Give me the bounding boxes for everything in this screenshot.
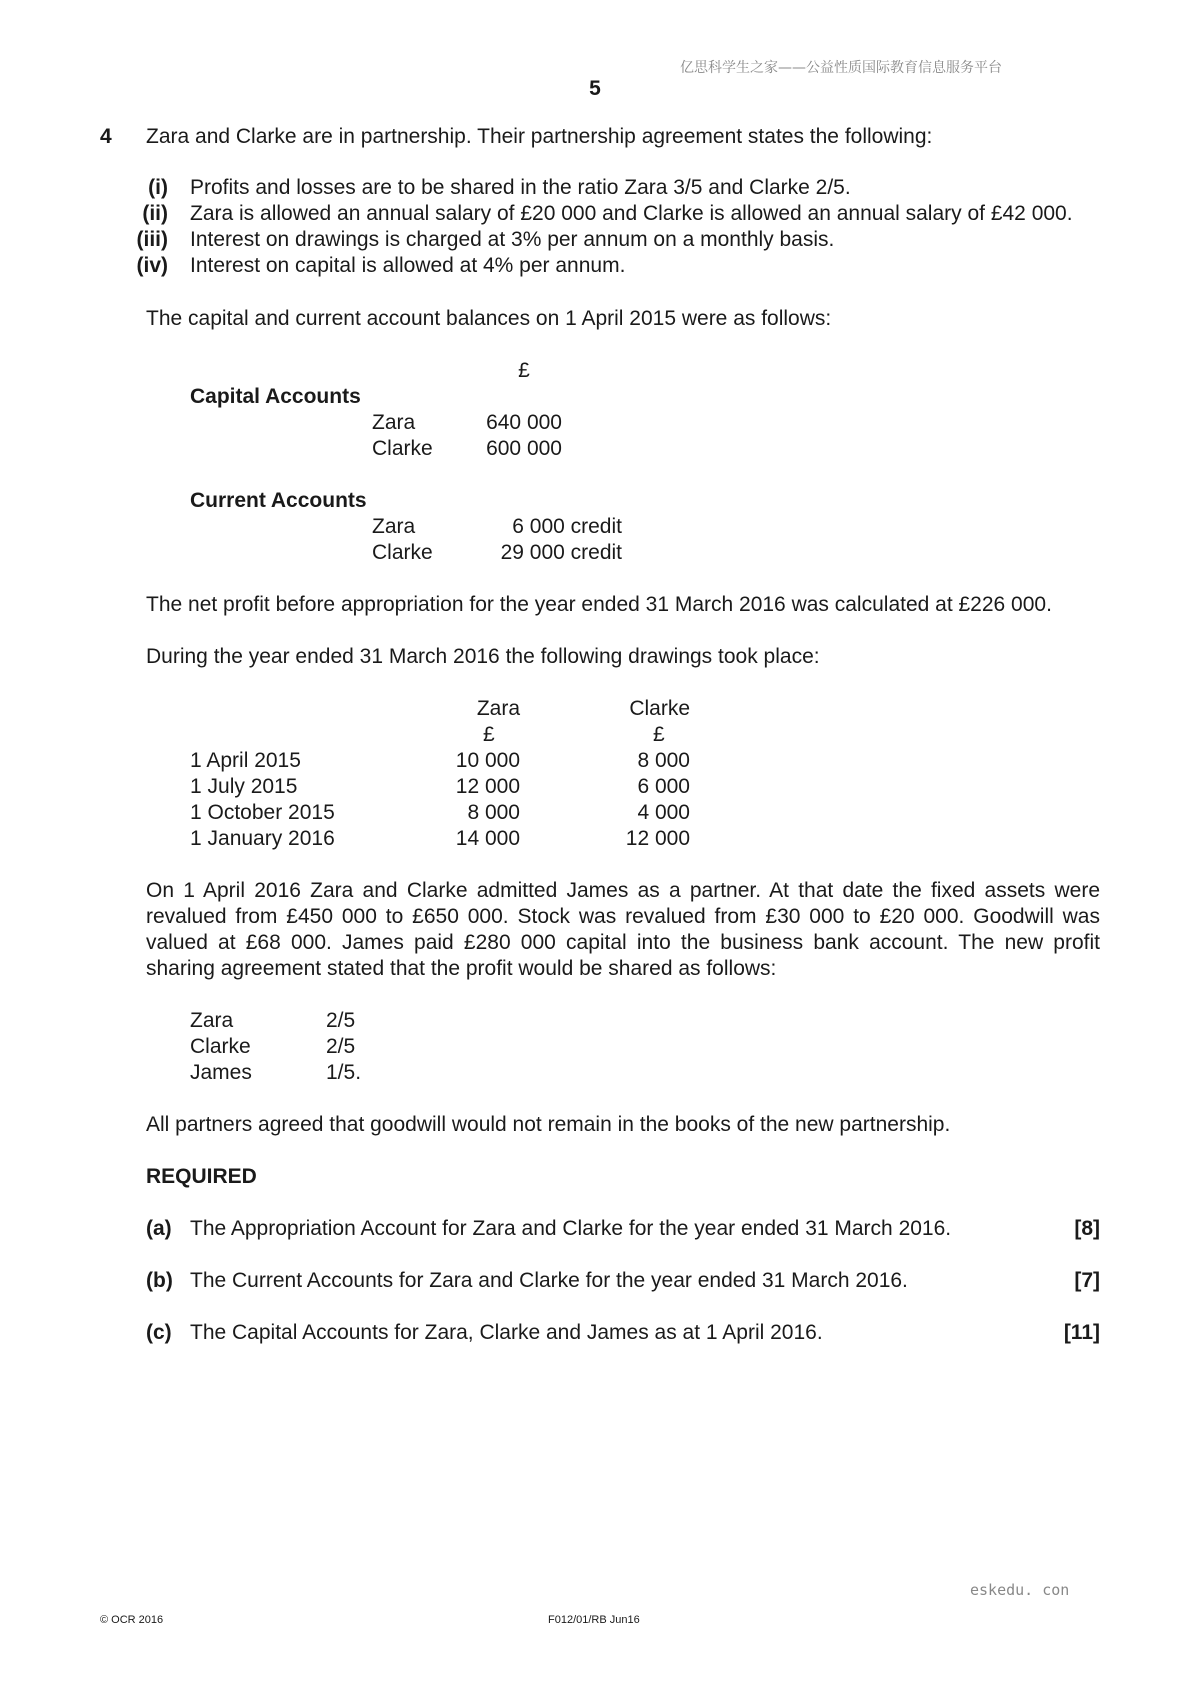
drawings-clarke: 8 000 — [637, 749, 690, 772]
ratio-value: 2/5 — [326, 1009, 356, 1032]
drawings-header-zara: Zara — [476, 697, 520, 720]
goodwill-text: All partners agreed that goodwill would not remain in the books of the new partnership. — [146, 1113, 951, 1136]
drawings-clarke: 6 000 — [637, 775, 690, 798]
ratio-name: Zara — [190, 1009, 234, 1032]
term-text: Profits and losses are to be shared in the ratio Zara 3/5 and Clarke 2/5. — [190, 176, 851, 199]
current-name: Zara — [372, 515, 416, 538]
admission-line: revalued from £450 000 to £650 000. Stock was revalued from £30 000 to £20 000. Goodwill was — [146, 905, 1100, 928]
page-number: 5 — [589, 77, 601, 100]
current-value: 29 000 credit — [500, 541, 622, 564]
drawings-unit-clarke: £ — [653, 723, 665, 746]
ratio-name: Clarke — [190, 1035, 251, 1058]
part-marks: [7] — [1074, 1269, 1100, 1292]
drawings-intro: During the year ended 31 March 2016 the following drawings took place: — [146, 645, 820, 668]
footer-code: F012/01/RB Jun16 — [548, 1614, 640, 1626]
current-accounts-heading: Current Accounts — [190, 489, 367, 512]
drawings-zara: 10 000 — [455, 749, 520, 772]
admission-line: valued at £68 000. James paid £280 000 capital into the business bank account. The new profit — [146, 931, 1100, 954]
drawings-clarke: 4 000 — [637, 801, 690, 824]
term-text: Zara is allowed an annual salary of £20 000 and Clarke is allowed an annual salary of £42 000. — [190, 202, 1073, 225]
part-label: (b) — [146, 1269, 173, 1292]
drawings-unit-zara: £ — [483, 723, 495, 746]
drawings-date: 1 October 2015 — [190, 801, 335, 824]
drawings-zara: 12 000 — [455, 775, 520, 798]
term-text: Interest on drawings is charged at 3% per annum on a monthly basis. — [190, 228, 835, 251]
term-text: Interest on capital is allowed at 4% per annum. — [190, 254, 626, 277]
drawings-zara: 8 000 — [467, 801, 520, 824]
required-heading: REQUIRED — [146, 1165, 257, 1188]
ratio-value: 2/5 — [326, 1035, 356, 1058]
current-value: 6 000 credit — [512, 515, 622, 538]
part-text: The Appropriation Account for Zara and Clarke for the year ended 31 March 2016. — [190, 1217, 952, 1240]
admission-line: On 1 April 2016 Zara and Clarke admitted James as a partner. At that date the fixed assets were — [146, 879, 1100, 902]
capital-value: 600 000 — [486, 437, 562, 460]
net-profit-text: The net profit before appropriation for the year ended 31 March 2016 was calculated at £226 000. — [146, 593, 1052, 616]
admission-paragraph — [146, 878, 1100, 982]
current-name: Clarke — [372, 541, 433, 564]
part-marks: [8] — [1074, 1217, 1100, 1240]
part-label: (c) — [146, 1321, 172, 1344]
drawings-clarke: 12 000 — [625, 827, 690, 850]
question-intro: Zara and Clarke are in partnership. Their partnership agreement states the following: — [146, 125, 933, 148]
admission-line: sharing agreement stated that the profit would be shared as follows: — [146, 957, 777, 980]
question-number: 4 — [100, 125, 112, 148]
drawings-date: 1 April 2015 — [190, 749, 301, 772]
part-text: The Capital Accounts for Zara, Clarke and James as at 1 April 2016. — [190, 1321, 823, 1344]
balances-intro: The capital and current account balances on 1 April 2015 were as follows: — [146, 307, 832, 330]
capital-name: Zara — [372, 411, 416, 434]
balances-currency: £ — [518, 359, 530, 382]
drawings-zara: 14 000 — [455, 827, 520, 850]
ratio-value: 1/5. — [326, 1061, 362, 1084]
capital-value: 640 000 — [486, 411, 562, 434]
header-watermark: 亿思科学生之家——公益性质国际教育信息服务平台 — [680, 60, 1002, 76]
term-label: (i) — [148, 176, 168, 199]
term-label: (iii) — [136, 228, 168, 251]
capital-name: Clarke — [372, 437, 433, 460]
part-marks: [11] — [1063, 1321, 1100, 1344]
term-label: (ii) — [142, 202, 168, 225]
drawings-date: 1 July 2015 — [190, 775, 298, 798]
drawings-date: 1 January 2016 — [190, 827, 335, 850]
part-label: (a) — [146, 1217, 172, 1240]
footer-watermark: eskedu. con — [970, 1581, 1070, 1599]
ratio-name: James — [190, 1061, 252, 1084]
part-text: The Current Accounts for Zara and Clarke for the year ended 31 March 2016. — [190, 1269, 908, 1292]
capital-accounts-heading: Capital Accounts — [190, 385, 361, 408]
footer-copyright: © OCR 2016 — [100, 1614, 164, 1626]
drawings-header-clarke: Clarke — [629, 697, 690, 720]
term-label: (iv) — [136, 254, 168, 277]
